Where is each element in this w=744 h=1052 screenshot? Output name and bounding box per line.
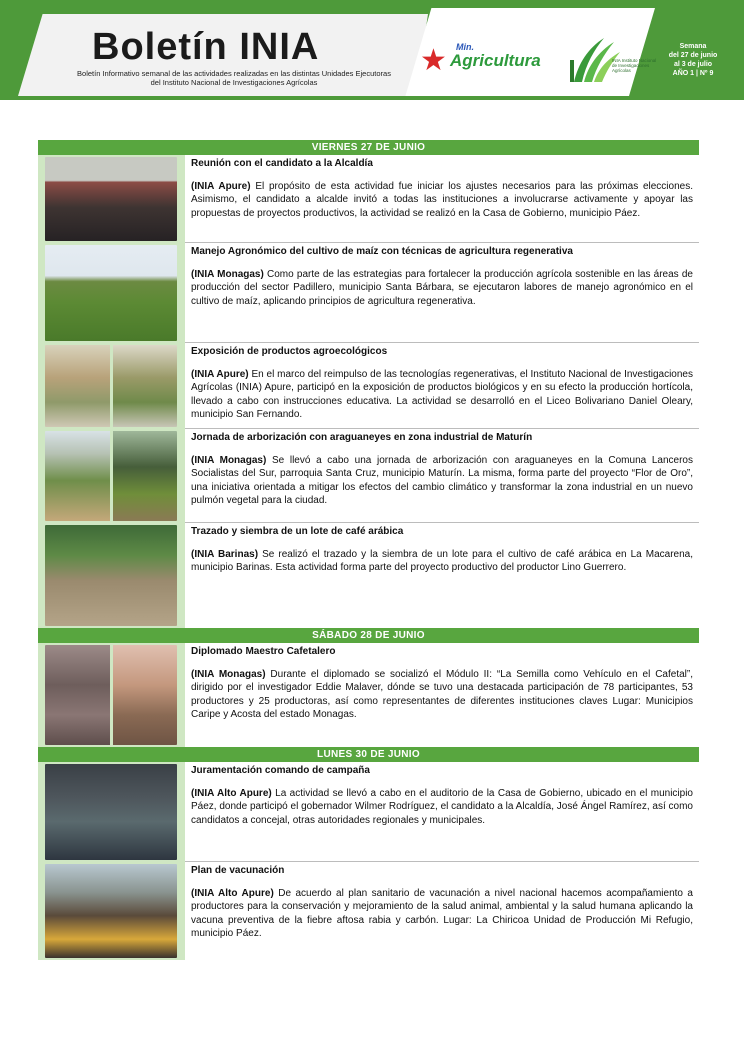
activity-photos: [45, 345, 177, 427]
day-header: VIERNES 27 DE JUNIO: [38, 140, 699, 155]
activity-unit: (INIA Monagas): [191, 669, 266, 680]
activity-unit: (INIA Apure): [191, 181, 251, 192]
activity-entry: [38, 429, 699, 523]
activity-description: Como parte de las estrategias para fortalecer la producción agrícola sostenible en las áreas de producción del sector Padillero, municipio Santa Bárbara, se ejecutaron labores de manejo agronómico en el cultivo de maíz, aplicando principios de agricultura regenerativa.: [191, 269, 693, 307]
activity-text: [185, 762, 699, 862]
subtitle-line-2: del Instituto Nacional de Investigaciones Agrícolas: [150, 78, 318, 87]
activity-title: Exposición de productos agroecológicos: [191, 346, 388, 357]
activity-description: Durante el diplomado se socializó el Módulo II: “La Semilla como Vehículo en el Cafetal”, dirigido por el investigador Eddie Malaver, dónde se tuvo una destacada participación de 78 participantes, 53 productores y 25 productoras, así como representantes de diferentes instituciones claves Lugar: Municipios Caripe y Acosta del estado Monagas.: [191, 669, 693, 721]
ministry-name: Agricultura: [450, 51, 541, 70]
activity-unit: (INIA Monagas): [191, 269, 264, 280]
activity-photo: [45, 525, 177, 626]
ministry-logo: [420, 38, 555, 78]
star-icon: ★: [420, 44, 447, 77]
activity-entry: [38, 643, 699, 747]
activity-title: Juramentación comando de campaña: [191, 765, 370, 776]
activity-text: [185, 155, 699, 243]
activity-title: Reunión con el candidato a la Alcaldía: [191, 158, 373, 169]
activity-entry: [38, 343, 699, 429]
activity-photo: [45, 864, 177, 958]
activity-description: Se realizó el trazado y la siembra de un lote para el cultivo de café arábica en La Macarena, municipio Barinas. Esta actividad forma parte del proyecto productivo del productor Lino Guerrero.: [191, 549, 693, 574]
activity-title: Manejo Agronómico del cultivo de maíz con técnicas de agricultura regenerativa: [191, 246, 573, 257]
bulletin-title: Boletín INIA: [92, 26, 320, 68]
activity-photo: [45, 345, 110, 427]
day-header: LUNES 30 DE JUNIO: [38, 747, 699, 762]
activity-text: [185, 862, 699, 960]
activity-body: [191, 668, 693, 722]
photo-column: [38, 643, 185, 747]
activity-unit: (INIA Alto Apure): [191, 888, 274, 899]
activity-unit: (INIA Apure): [191, 369, 249, 380]
inia-logo-text: INIA Instituto Nacional de Investigaciones Agrícolas: [612, 58, 657, 73]
bulletin-header: [0, 0, 744, 100]
activity-entry: [38, 523, 699, 628]
activity-photo: [113, 431, 178, 521]
bulletin-content: [38, 140, 699, 960]
photo-column: [38, 523, 185, 628]
activity-photo: [45, 245, 177, 341]
activity-photo: [45, 645, 110, 745]
activity-text: [185, 429, 699, 523]
activity-photo: [45, 764, 177, 860]
activity-title: Jornada de arborización con araguaneyes en zona industrial de Maturín: [191, 432, 533, 443]
activity-photo: [45, 157, 177, 241]
week-info: [656, 42, 730, 78]
activity-description: De acuerdo al plan sanitario de vacunación a nivel nacional hacemos acompañamiento a productores para la conservación y mejoramiento de la salud animal, ambiental y la salud humana aplicando la vacuna preventiva de la fiebre aftosa rabia y carbón. Lugar: La Chiricoa Unidad de Producción Mi Refugio, municipio Páez.: [191, 888, 693, 940]
photo-column: [38, 343, 185, 429]
bulletin-subtitle: [48, 69, 420, 87]
activity-description: El propósito de esta actividad fue iniciar los ajustes necesarios para las próximas elecciones. Asimismo, el candidato a alcalde invitó a todas las instituciones a involucrarse activamente y apoyar las propuestas de proyectos productivos, la actividad se realizó en la Casa de Gobierno, municipio Páez.: [191, 181, 693, 219]
activity-photo: [45, 431, 110, 521]
activity-photo: [113, 645, 178, 745]
subtitle-line-1: Boletín Informativo semanal de las actividades realizadas en las distintas Unidades Ejecutoras: [77, 69, 391, 78]
activity-body: [191, 180, 693, 220]
week-range-start: del 27 de junio: [668, 52, 718, 59]
activity-entry: [38, 243, 699, 343]
activity-text: [185, 523, 699, 628]
activity-photos: [45, 431, 177, 521]
activity-unit: (INIA Monagas): [191, 455, 267, 466]
issue-number: AÑO 1 | Nº 9: [672, 70, 714, 77]
activity-text: [185, 643, 699, 747]
activity-description: Se llevó a cabo una jornada de arborización con araguaneyes en la Comuna Lanceros Socialistas del Sur, parroquia Santa Cruz, municipio Maturín. La misma, forma parte del proyecto “Flor de Oro”, una iniciativa orientada a mitigar los efectos del cambio climático y transformar la zona industrial en un nuevo pulmón vegetal para la ciudad.: [191, 455, 693, 507]
activity-unit: (INIA Barinas): [191, 549, 259, 560]
activity-title: Trazado y siembra de un lote de café arábica: [191, 526, 404, 537]
activity-body: [191, 454, 693, 508]
activity-unit: (INIA Alto Apure): [191, 788, 272, 799]
photo-column: [38, 429, 185, 523]
activity-body: [191, 268, 693, 308]
activity-body: [191, 787, 693, 827]
photo-column: [38, 862, 185, 960]
activity-description: En el marco del reimpulso de las tecnologías regenerativas, el Instituto Nacional de Investigaciones Agrícolas (INIA) Apure, participó en la exposición de productos biológicos y en su efecto la producción hortícola, llevado a cabo con instrucciones educativa. La actividad se desarrolló en el Liceo Bolivariano Daniel Oleary, municipio San Fernando.: [191, 369, 693, 421]
activity-text: [185, 343, 699, 429]
activity-body: [191, 368, 693, 422]
activity-photo: [113, 345, 178, 427]
week-range-end: al 3 de julio: [673, 61, 713, 68]
activity-body: [191, 887, 693, 941]
photo-column: [38, 243, 185, 343]
week-label: Semana: [679, 43, 707, 50]
activity-title: Plan de vacunación: [191, 865, 285, 876]
activity-text: [185, 243, 699, 343]
activity-entry: [38, 862, 699, 960]
activity-photos: [45, 645, 177, 745]
activity-entry: [38, 762, 699, 862]
activity-description: La actividad se llevó a cabo en el auditorio de la Casa de Gobierno, ubicado en el municipio Páez, donde participó el gobernador Wilmer Rodríguez, el candidato a la Alcaldía, José Ángel Ramírez, así como candidatos a concejal, otras autoridades regionales y municipales.: [191, 788, 693, 826]
photo-column: [38, 762, 185, 862]
ministry-prefix: Min.: [456, 42, 474, 52]
activity-body: [191, 548, 693, 575]
activity-title: Diplomado Maestro Cafetalero: [191, 646, 336, 657]
photo-column: [38, 155, 185, 243]
day-header: SÁBADO 28 DE JUNIO: [38, 628, 699, 643]
activity-entry: [38, 155, 699, 243]
